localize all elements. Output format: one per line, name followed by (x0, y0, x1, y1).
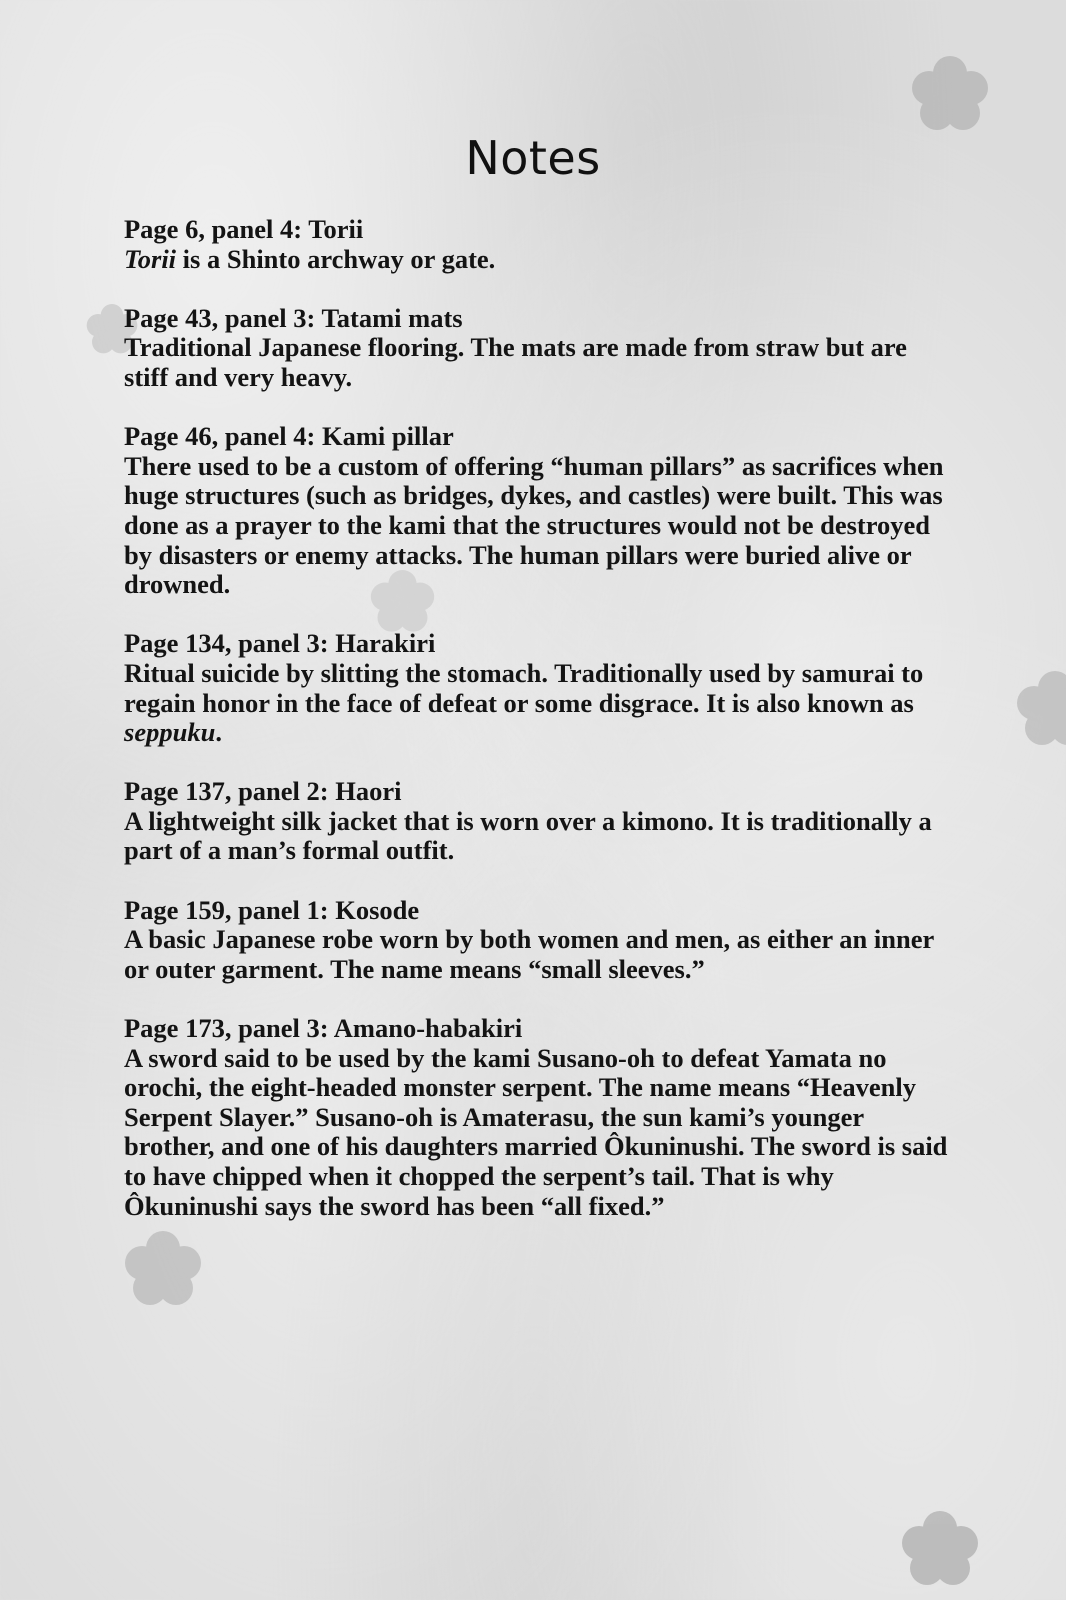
note-body-italic-term: seppuku (124, 717, 216, 748)
note-body-text: Traditional Japanese flooring. The mats are made from straw but are stiff and very heavy. (124, 332, 907, 392)
flower-icon (1010, 665, 1066, 755)
note-body (124, 807, 954, 866)
notes-list (124, 215, 954, 1251)
note-body-text: A basic Japanese robe worn by both women and men, as either an inner or outer garment. The name means “small sleeves.” (124, 924, 934, 984)
page-title: Notes (465, 130, 601, 185)
note-body-italic-term: Torii (124, 243, 177, 274)
note-entry (124, 896, 954, 985)
note-entry (124, 422, 954, 600)
note-body (124, 925, 954, 984)
note-body-text: Ritual suicide by slitting the stomach. Traditionally used by samurai to regain honor in the face of defeat or some disgrace. It is also known as (124, 657, 924, 718)
note-body-text: A sword said to be used by the kami Susano-oh to defeat Yamata no orochi, the eight-headed monster serpent. The name means “Heavenly Serpent Slayer.” Susano-oh is Amaterasu, the sun kami’s younger brother, and one of his daughters married Ôkuninushi. The sword is said to have chipped when it chopped the serpent’s tail. That is why Ôkuninushi says the sword has been “all fixed.” (124, 1042, 948, 1221)
note-body (124, 1044, 954, 1222)
note-heading: Page 46, panel 4: Kami pillar (124, 421, 454, 452)
flower-icon (895, 1505, 985, 1595)
note-heading: Page 173, panel 3: Amano-habakiri (124, 1013, 523, 1044)
note-heading: Page 6, panel 4: Torii (124, 214, 364, 244)
note-body (124, 452, 954, 600)
note-body (124, 659, 954, 748)
note-heading: Page 134, panel 3: Harakiri (124, 628, 436, 659)
flower-icon (905, 50, 995, 140)
note-body-text: There used to be a custom of offering “human pillars” as sacrifices when huge structures (such as bridges, dykes, and castles) were built. This was done as a prayer to the kami that the structures would not be destroyed by disasters or enemy attacks. The human pillars were buried alive or drowned. (124, 450, 944, 600)
note-entry (124, 777, 954, 866)
note-body-text: A lightweight silk jacket that is worn over a kimono. It is traditionally a part of a man’s formal outfit. (124, 805, 932, 866)
note-heading: Page 159, panel 1: Kosode (124, 894, 420, 925)
note-body-text: . (215, 717, 222, 748)
note-heading: Page 43, panel 3: Tatami mats (124, 302, 463, 333)
note-body (124, 245, 954, 275)
note-body (124, 333, 954, 392)
note-entry (124, 304, 954, 393)
note-body-text: is a Shinto archway or gate. (176, 243, 496, 274)
note-entry (124, 215, 954, 274)
note-heading: Page 137, panel 2: Haori (124, 776, 402, 807)
note-entry (124, 629, 954, 747)
note-entry (124, 1014, 954, 1221)
